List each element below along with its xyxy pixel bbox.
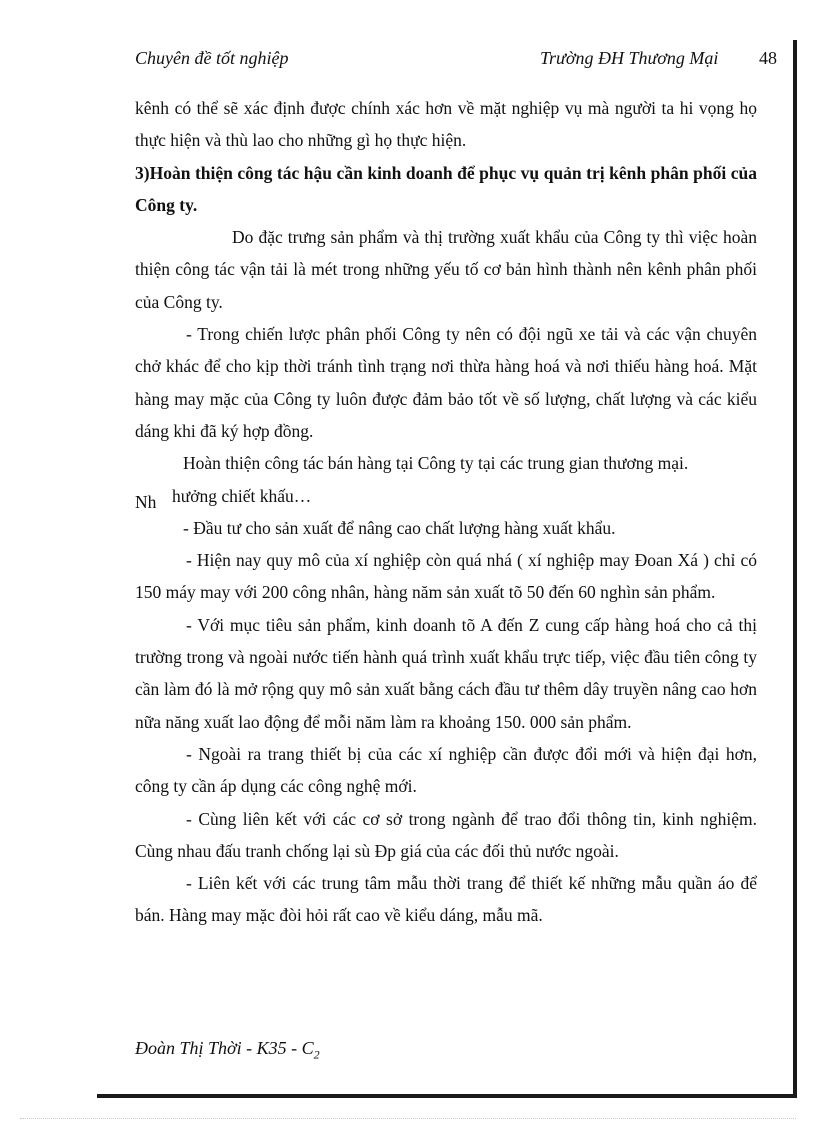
paragraph: - Ngoài ra trang thiết bị của các xí nghiệp cần được đổi mới và hiện đại hơn, công ty cần áp dụng các công nghệ mới. bbox=[135, 743, 757, 797]
fragment-label: Nh bbox=[135, 491, 157, 512]
footer-author: Đoàn Thị Thời - K35 - C bbox=[135, 1038, 314, 1058]
paragraph-fragment bbox=[135, 480, 757, 512]
paragraph: - Hiện nay quy mô của xí nghiệp còn quá nhá ( xí nghiệp may Đoan Xá ) chỉ có 150 máy may với 200 công nhân, hàng năm sản xuất tõ 50 đến 60 nghìn sản phẩm. bbox=[135, 550, 757, 603]
document-body bbox=[135, 92, 757, 932]
paragraph: - Trong chiến lược phân phối Công ty nên có đội ngũ xe tải và các vận chuyên chở khác để cho kịp thời tránh tình trạng nơi thừa hàng hoá và nơi thiếu hàng hoá. Mặt hàng may mặc của Công ty luôn được đảm bảo tốt về số lượng, chất lượng và các kiểu dáng khi đã ký hợp đồng. bbox=[135, 324, 757, 441]
fragment-text: hưởng chiết khấu… bbox=[172, 485, 312, 506]
footer-subscript: 2 bbox=[313, 1047, 320, 1062]
page-border-bottom bbox=[97, 1094, 797, 1098]
section-heading: 3)Hoàn thiện công tác hậu cần kinh doanh để phục vụ quản trị kênh phân phối của Công ty. bbox=[135, 162, 757, 215]
page-footer bbox=[135, 1038, 320, 1063]
page-number: 48 bbox=[759, 48, 777, 68]
paragraph: - Với mục tiêu sản phẩm, kinh doanh tõ A đến Z cung cấp hàng hoá cho cả thị trường trong và ngoài nước tiến hành quá trình xuất khẩu trực tiếp, việc đầu tiên công ty cần làm đó là mở rộng quy mô sản xuất bằng cách đầu tư thêm dây truyền nâng cao hơn nữa năng xuất lao động để mỗi năm làm ra khoảng 150. 000 sản phẩm. bbox=[135, 614, 757, 732]
header-thesis-title: Chuyên đề tốt nghiệp bbox=[135, 48, 289, 68]
page-header bbox=[135, 48, 780, 72]
paragraph: Hoàn thiện công tác bán hàng tại Công ty tại các trung gian thương mại. bbox=[183, 453, 689, 474]
paragraph: - Liên kết với các trung tâm mẫu thời trang để thiết kế những mẫu quần áo để bán. Hàng may mặc đòi hỏi rất cao về kiểu dáng, mẫu mã. bbox=[135, 873, 757, 926]
page-edge-dotted-line bbox=[20, 1118, 796, 1119]
paragraph: Do đặc trưng sản phẩm và thị trường xuất khẩu của Công ty thì việc hoàn thiện công tác vận tải là mét trong những yếu tố cơ bản hình thành nên kênh phân phối của Công ty. bbox=[135, 227, 757, 312]
paragraph: - Đầu tư cho sản xuất để nâng cao chất lượng hàng xuất khẩu. bbox=[183, 517, 616, 538]
paragraph-continuation: kênh có thể sẽ xác định được chính xác hơn về mặt nghiệp vụ mà người ta hi vọng họ thực hiện và thù lao cho những gì họ thực hiện. bbox=[135, 98, 757, 151]
page-border-right bbox=[793, 40, 797, 1098]
header-university: Trường ĐH Thương Mại bbox=[540, 48, 719, 68]
paragraph: - Cùng liên kết với các cơ sở trong ngành để trao đổi thông tin, kinh nghiệm. Cùng nhau đấu tranh chống lại sù Đp giá của các đối thủ nước ngoài. bbox=[135, 808, 757, 861]
